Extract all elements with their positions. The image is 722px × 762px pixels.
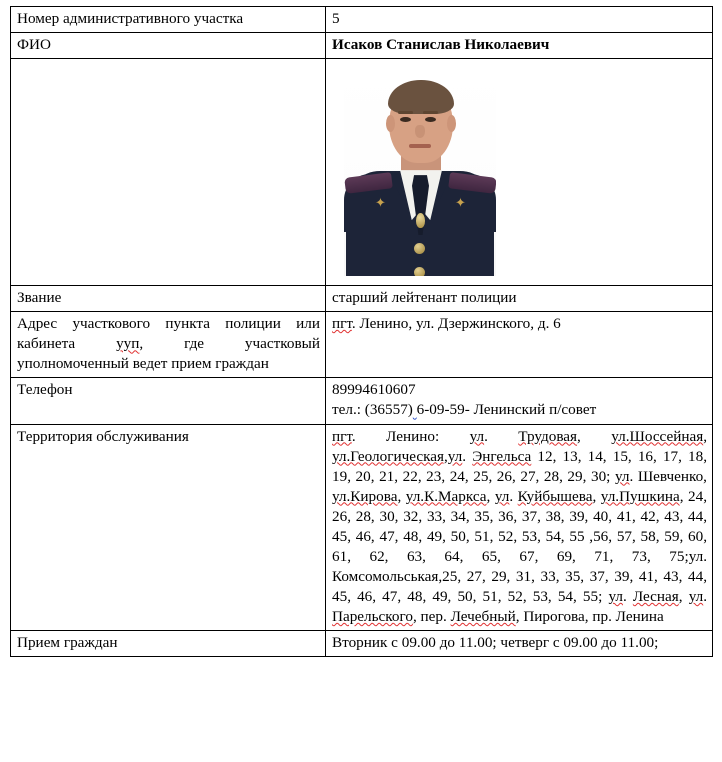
spellcheck-word-pgt-2: пгт [332,427,352,445]
officer-info-table [10,6,713,657]
table-row-rank [11,286,713,312]
row-label-photo-empty [11,59,326,286]
row-value-district-number: 5 [326,7,713,33]
table-row-district-number [11,7,713,33]
spellcheck-word-lesnaya: Лесная [632,588,679,605]
row-value-full-name: Исаков Станислав Николаевич [326,33,713,59]
spellcheck-word-ul-2: ул [614,467,630,485]
photo-mouth [409,144,431,148]
row-label-full-name: ФИО [11,33,326,59]
spellcheck-word-kuybysheva: Куйбышева [517,487,593,505]
row-value-rank: старший лейтенант полиции [326,286,713,312]
spellcheck-word-engelsa: Энгельса [472,447,532,465]
table-row-photo [11,59,713,286]
spellcheck-word-pgt: пгт [332,315,352,333]
row-label-rank: Звание [11,286,326,312]
table-row-full-name [11,33,713,59]
spellcheck-word-ul-4: ул [608,588,623,605]
phone-landline-number: тел.: (36557) 6-09-59- Ленинский п/совет [332,401,597,419]
spellcheck-word-lechebny: Лечебный [450,608,516,626]
spellcheck-word-trudovaya: Трудовая [518,427,578,445]
table-row-service-territory [11,424,713,631]
grammar-underline-gap [413,401,417,418]
spellcheck-word-ul-3: ул [494,487,510,505]
row-value-service-territory: пгт. Ленино: ул. Трудовая, ул.Шоссейная, ул.Геологическая,ул. Энгельса 12, 13, 14, 15, 16, 17, 18, 19, 20, 21, 22, 23, 24, 25, 26, 27, 28, 29, 30; ул. Шевченко, ул.Кирова, ул.К.Маркса, ул. Куйбышева, ул.Пушкина, 24, 26, 28, 30, 32, 33, 34, 35, 36, 37, 38, 39, 40, 41, 42, 43, 44, 45, 46, 47, 48, 49, 50, 51, 52, 53, 54, 55 ,56, 57, 58, 59, 60, 61, 62, 63, 64, 65, 67, 69, 71, 73, 75;ул. Комсомольськая,25, 27, 29, 31, 33, 35, 37, 39, 41, 43, 44, 45, 46, 47, 48, 49, 50, 51, 52, 53, 54, 55; ул. Лесная, ул. Парельского, пер. Лечебный, Пирогова, пр. Ленина [326,424,713,631]
row-value-phone [326,378,713,424]
photo-tie-pin [416,213,425,228]
row-label-office-address: Адрес участкового пункта полиции или кабинета ууп, где участковый уполномоченный ведет прием граждан [11,312,326,378]
officer-portrait-photo [344,71,496,276]
spellcheck-word-geologicheskaya: ул.Геологическая,ул [332,447,463,465]
spellcheck-word-shosseynaya: ул.Шоссейная [611,427,704,445]
row-label-district-number: Номер административного участка [11,7,326,33]
spellcheck-word-pushkina: ул.Пушкина [600,487,680,505]
spellcheck-word-ul-1: ул [469,427,485,445]
collar-star-insignia-left: ✦ [375,195,386,211]
row-value-reception-hours: Вторник с 09.00 до 11.00; четверг с 09.00 до 11.00; [326,631,713,657]
spellcheck-word-kmarksa: ул.К.Маркса [405,487,487,505]
row-label-service-territory: Территория обслуживания [11,424,326,631]
row-label-reception-hours: Прием граждан [11,631,326,657]
photo-uniform-button-lower [414,267,425,276]
row-label-phone: Телефон [11,378,326,424]
row-value-photo [326,59,713,286]
photo-ear-right [447,115,456,132]
row-value-office-address: пгт. Ленино, ул. Дзержинского, д. 6 [326,312,713,378]
table-row-phone [11,378,713,424]
phone-mobile-number: 89994610607 [332,381,416,399]
photo-ear-left [386,115,395,132]
table-row-reception-hours [11,631,713,657]
collar-star-insignia-right: ✦ [455,195,466,211]
table-row-office-address [11,312,713,378]
spellcheck-word-uup: ууп [116,335,140,353]
spellcheck-word-kirova: ул.Кирова [332,487,398,505]
spellcheck-word-parelskogo: Парельского [332,608,413,626]
spellcheck-word-ul-5: ул [688,588,704,605]
photo-eyebrow-left [398,111,413,114]
photo-eyebrow-right [423,111,438,114]
